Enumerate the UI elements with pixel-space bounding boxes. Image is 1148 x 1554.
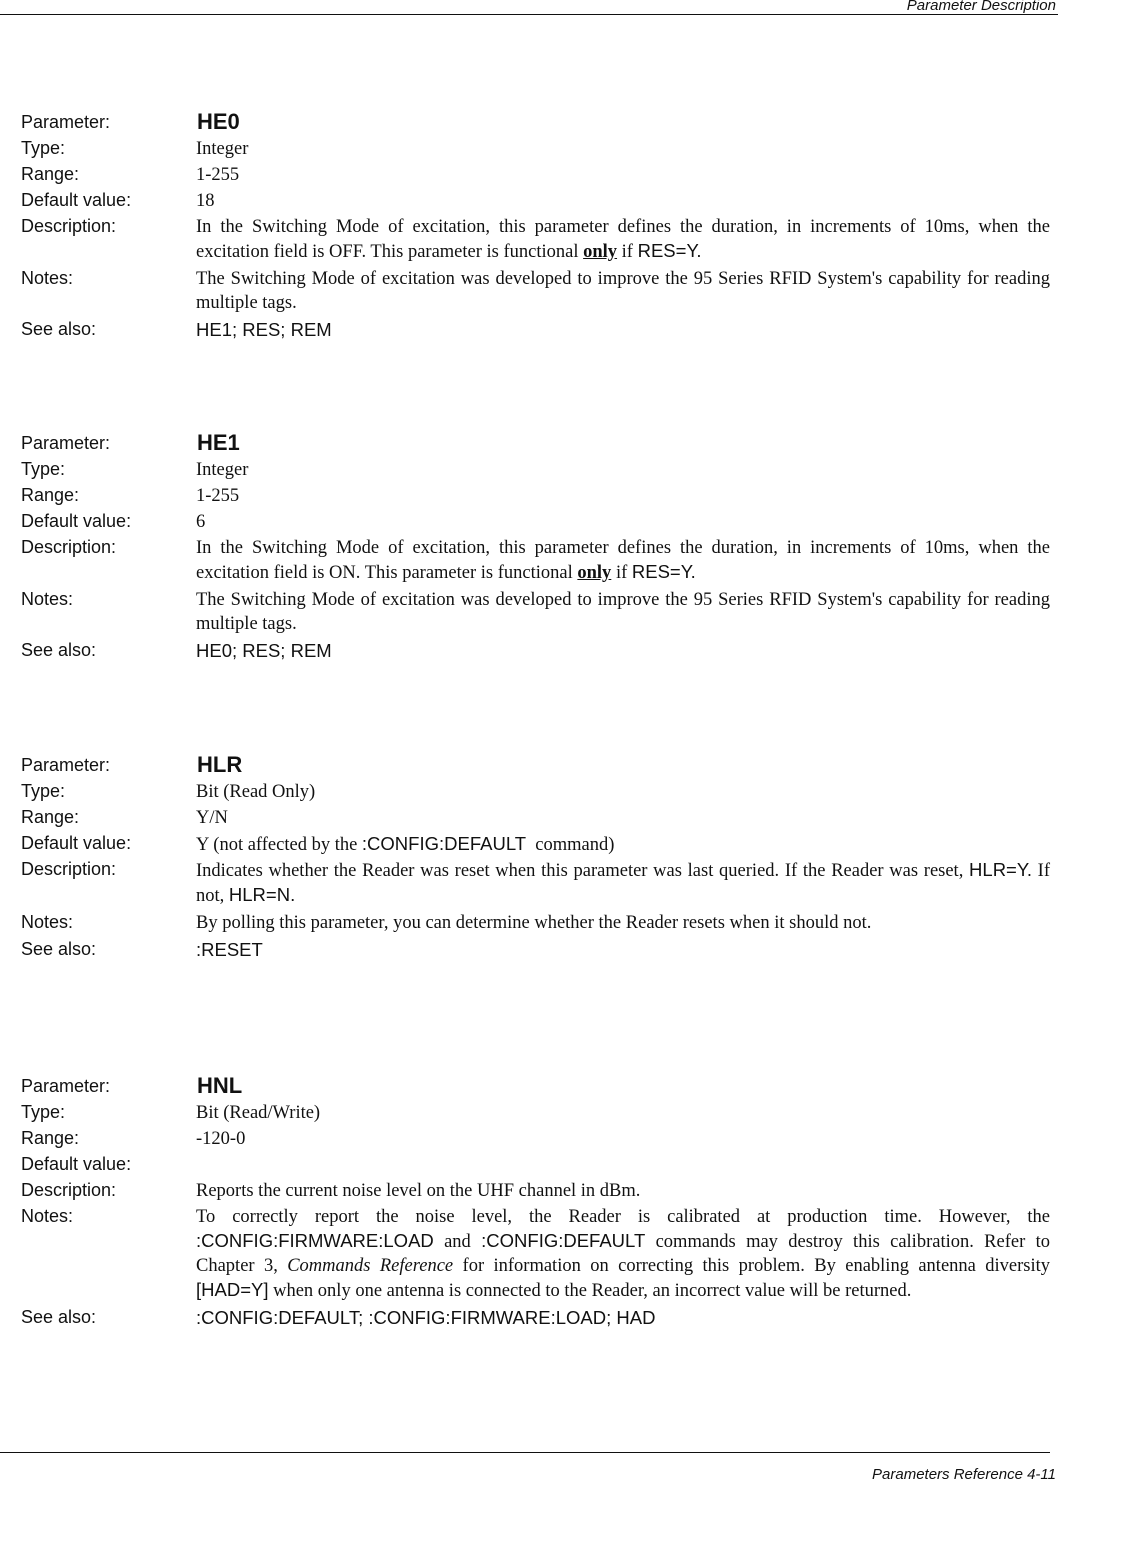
parameter-name: HLR — [197, 752, 243, 777]
range-value: Y/N — [196, 808, 228, 828]
description-label: Description: — [21, 216, 117, 236]
range-value: 1-255 — [196, 165, 240, 185]
notes-label: Notes: — [21, 268, 74, 288]
see-also-value: :RESET — [196, 939, 263, 960]
range-label: Range: — [21, 485, 80, 505]
default-label: Default value: — [21, 833, 132, 853]
code-text: HLR=N. — [228, 884, 296, 905]
parameter-name: HE0 — [197, 109, 240, 134]
see-also-value: HE0; RES; REM — [196, 640, 332, 661]
see-also-label: See also: — [21, 640, 97, 660]
notes-value: The Switching Mode of excitation was developed to improve the 95 Series RFID System's capability for reading multiple tags. — [196, 590, 1050, 634]
range-label: Range: — [21, 807, 80, 827]
see-also-label: See also: — [21, 319, 97, 339]
notes-value: The Switching Mode of excitation was developed to improve the 95 Series RFID System's capability for reading multiple tags. — [196, 269, 1050, 313]
parameter-label: Parameter: — [21, 755, 111, 775]
description-value: In the Switching Mode of excitation, this parameter defines the duration, in increments of 10ms, when the excitation field is ON. This parameter is functional only if RES=Y. — [196, 538, 1050, 583]
parameter-entry-he0 — [0, 108, 1148, 343]
header-rule — [0, 14, 1058, 15]
code-text: RES=Y. — [637, 240, 702, 261]
code-text: :CONFIG:DEFAULT — [481, 1230, 646, 1251]
see-also-value: HE1; RES; REM — [196, 319, 332, 340]
default-value: 18 — [196, 191, 215, 211]
range-label: Range: — [21, 1128, 80, 1148]
type-label: Type: — [21, 1102, 66, 1122]
parameter-entry-he1 — [0, 429, 1148, 664]
parameter-name: HE1 — [197, 430, 240, 455]
notes-label: Notes: — [21, 589, 74, 609]
running-header: Parameter Description — [906, 0, 1056, 14]
code-text: RES=Y. — [631, 561, 696, 582]
description-label: Description: — [21, 537, 117, 557]
description-label: Description: — [21, 859, 117, 879]
description-value: Indicates whether the Reader was reset when this parameter was last queried. If the Reader was reset, HLR=Y. If not, HLR=N. — [196, 859, 1051, 906]
see-also-label: See also: — [21, 939, 97, 959]
notes-value: To correctly report the noise level, the Reader is calibrated at production time. However, the :CONFIG:FIRMWARE:LOAD and :CONFIG:DEFAULT commands may destroy this calibration. Refer to Chapter 3, Commands Reference for information on correcting this problem. By enabling antenna diversity [HAD=Y] when only one antenna is connected to the Reader, an incorrect value will be returned. — [196, 1207, 1050, 1301]
type-value: Bit (Read/Write) — [196, 1103, 321, 1123]
type-value: Bit (Read Only) — [196, 782, 316, 802]
range-value: -120-0 — [196, 1129, 246, 1149]
parameter-entry-hlr — [0, 751, 1148, 963]
range-label: Range: — [21, 164, 80, 184]
see-also-value: :CONFIG:DEFAULT; :CONFIG:FIRMWARE:LOAD; HAD — [196, 1307, 656, 1328]
range-value: 1-255 — [196, 486, 240, 506]
description-value: In the Switching Mode of excitation, this parameter defines the duration, in increments of 10ms, when the excitation field is OFF. This parameter is functional only if RES=Y. — [196, 217, 1050, 262]
description-label: Description: — [21, 1180, 117, 1200]
type-value: Integer — [196, 139, 249, 159]
see-also-label: See also: — [21, 1307, 97, 1327]
default-label: Default value: — [21, 1154, 132, 1174]
notes-label: Notes: — [21, 912, 74, 932]
notes-value: By polling this parameter, you can determine whether the Reader resets when it should not. — [196, 913, 872, 933]
type-label: Type: — [21, 781, 66, 801]
type-label: Type: — [21, 138, 66, 158]
parameter-label: Parameter: — [21, 433, 111, 453]
parameter-entry-hnl — [0, 1072, 1148, 1331]
default-label: Default value: — [21, 190, 132, 210]
chapter-reference: Commands Reference — [287, 1256, 454, 1276]
parameter-label: Parameter: — [21, 1076, 111, 1096]
default-value: Y (not affected by the :CONFIG:DEFAULT command) — [196, 833, 615, 855]
type-label: Type: — [21, 459, 66, 479]
emphasis-only: only — [583, 242, 618, 262]
type-value: Integer — [196, 460, 249, 480]
parameter-label: Parameter: — [21, 112, 111, 132]
code-text: :CONFIG:FIRMWARE:LOAD — [196, 1230, 434, 1251]
code-text: HLR=Y. — [969, 859, 1032, 880]
footer-rule — [0, 1452, 1050, 1453]
notes-label: Notes: — [21, 1206, 74, 1226]
code-text: [HAD=Y] — [196, 1279, 269, 1300]
default-value: 6 — [196, 512, 206, 532]
default-value — [196, 1152, 1050, 1153]
parameter-name: HNL — [197, 1073, 243, 1098]
running-footer: Parameters Reference 4-11 — [872, 1466, 1056, 1483]
emphasis-only: only — [577, 563, 612, 583]
code-text: :CONFIG:DEFAULT — [361, 833, 527, 854]
default-label: Default value: — [21, 511, 132, 531]
description-value: Reports the current noise level on the UHF channel in dBm. — [196, 1181, 641, 1201]
